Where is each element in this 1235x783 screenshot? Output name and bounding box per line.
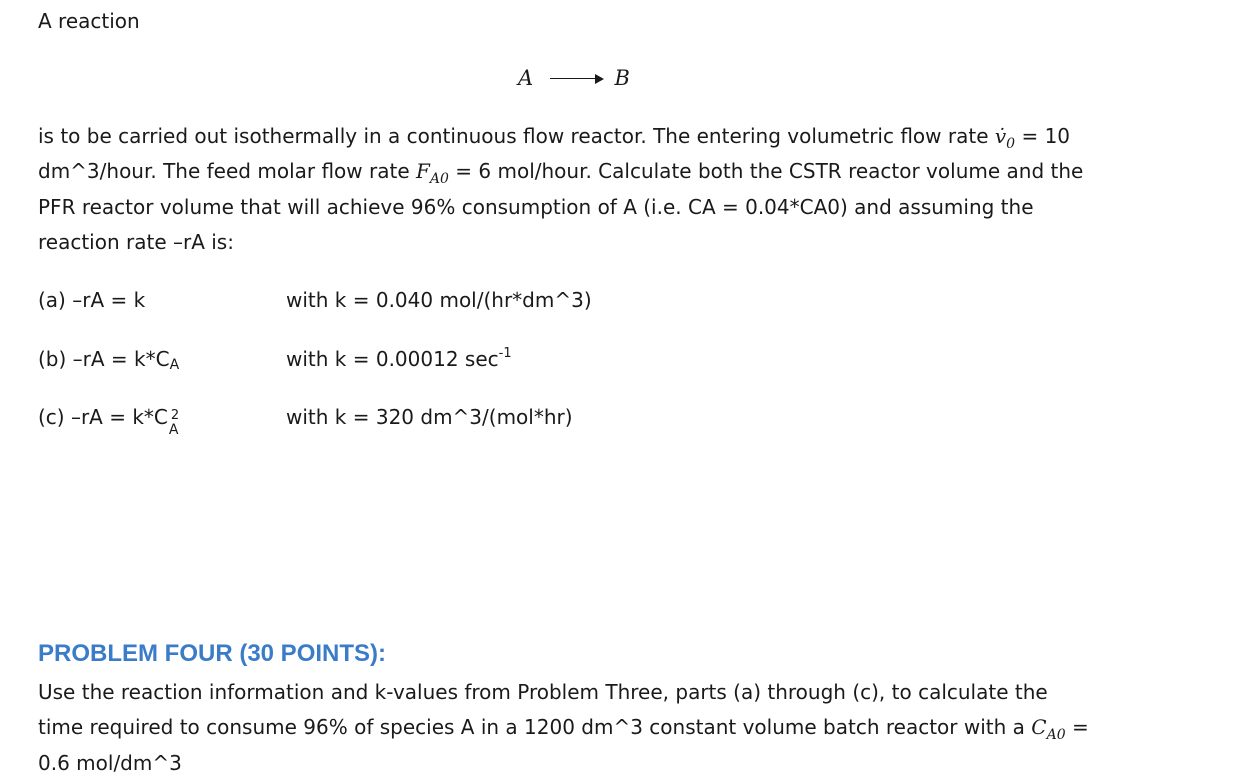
- problem-four-line-1: Use the reaction information and k-values from Problem Three, parts (a) through (c), to calculate the: [38, 680, 1048, 704]
- case-a-rate-law: [38, 288, 145, 312]
- case-a-label: (a) –rA = k: [38, 288, 146, 312]
- f-subscript: A0: [429, 171, 449, 187]
- intro-text: A reaction: [38, 9, 140, 33]
- problem-four-line-3: 0.6 mol/dm^3: [38, 751, 182, 775]
- paragraph-line-2: [38, 159, 1083, 186]
- paragraph-line-4: reaction rate –rA is:: [38, 230, 234, 254]
- reactant-symbol: A: [518, 66, 534, 90]
- reaction-arrow: [550, 66, 604, 90]
- line2-end: = 6 mol/hour. Calculate both the CSTR reactor volume and the: [448, 159, 1084, 183]
- case-a-condition: [286, 288, 592, 312]
- p4-line2-end: =: [1065, 715, 1089, 739]
- line1-end: = 10: [1015, 124, 1071, 148]
- case-b-k: with k = 0.00012 sec: [286, 347, 499, 371]
- case-b-exponent: -1: [498, 346, 512, 361]
- p4-line2-text: time required to consume 96% of species A in a 1200 dm^3 constant volume batch reactor with a: [38, 715, 1032, 739]
- line1-text: is to be carried out isothermally in a continuous flow reactor. The entering volumetric flow rate: [38, 124, 995, 148]
- case-b-label: (b) –rA = k*C: [38, 347, 170, 371]
- v-subscript: 0: [1006, 136, 1016, 152]
- paragraph-line-1: [38, 124, 1070, 151]
- case-a-k: with k = 0.040 mol/(hr*dm^3): [286, 288, 592, 312]
- case-c-k: with k = 320 dm^3/(mol*hr): [286, 405, 573, 429]
- case-b-rate-law: [38, 347, 179, 374]
- case-c-condition: [286, 405, 573, 429]
- case-c-label: (c) –rA = k*C: [38, 405, 168, 429]
- problem-four-line-2: [38, 715, 1089, 742]
- f-symbol: F: [416, 159, 430, 183]
- v-symbol: v̇: [994, 124, 1007, 148]
- paragraph-line-3: PFR reactor volume that will achieve 96% consumption of A (i.e. CA = 0.04*CA0) and assuming the: [38, 195, 1034, 219]
- line2-text: dm^3/hour. The feed molar flow rate: [38, 159, 416, 183]
- case-b-subscript: A: [169, 357, 180, 373]
- product-symbol: B: [614, 66, 630, 90]
- c-subscript: A0: [1046, 727, 1066, 743]
- case-c-subscript: A: [168, 422, 179, 438]
- c-symbol: C: [1031, 715, 1047, 739]
- case-c-rate-law: [38, 405, 180, 438]
- case-b-condition: [286, 347, 512, 375]
- problem-four-heading: PROBLEM FOUR (30 POINTS):: [38, 640, 387, 667]
- reaction-equation: [518, 66, 630, 90]
- case-c-exponent: 2: [170, 408, 180, 423]
